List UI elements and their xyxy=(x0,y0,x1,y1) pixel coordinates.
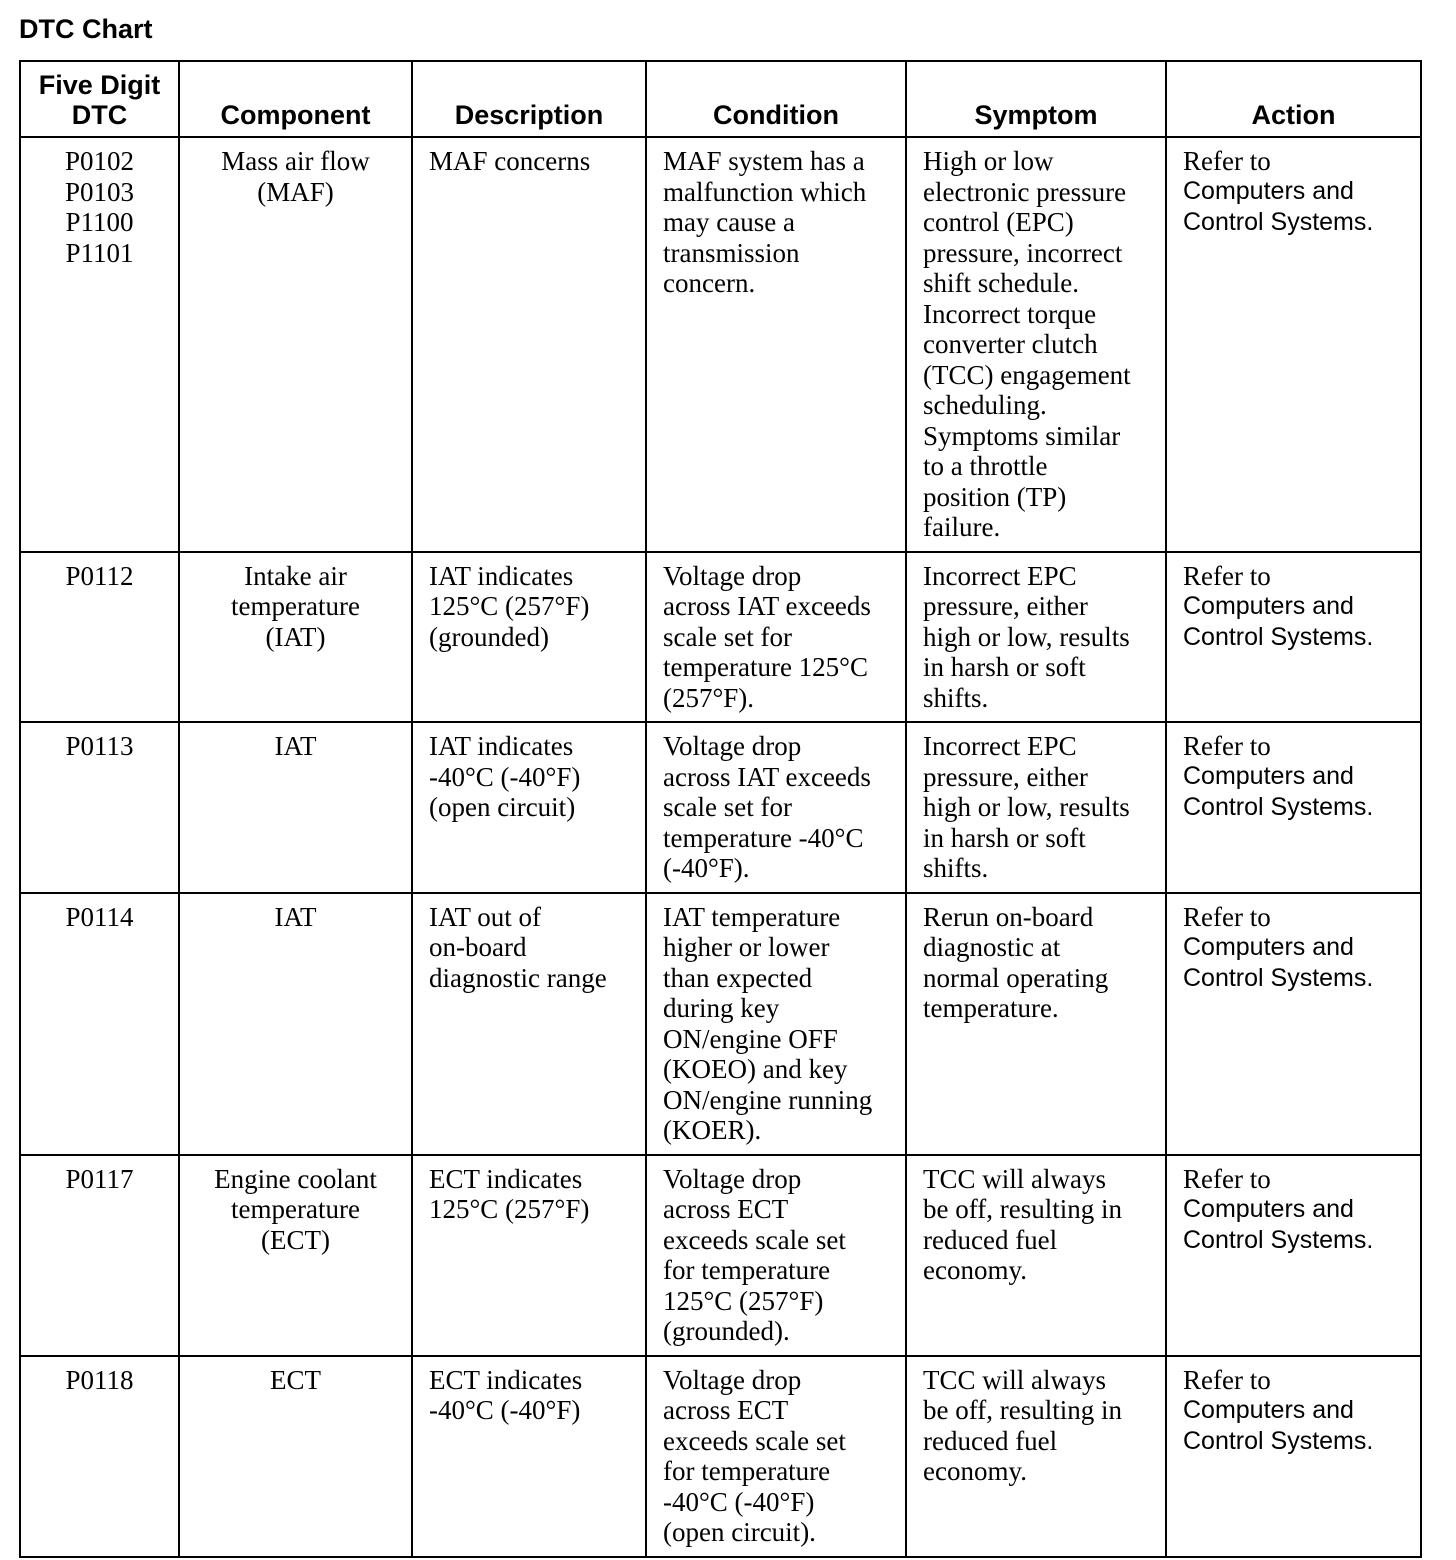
table-row xyxy=(20,137,1421,552)
condition-cell: Voltage drop across IAT exceeds scale set for temperature -40°C (-40°F). xyxy=(646,722,906,893)
action-refer-text: Refer to xyxy=(1183,1163,1271,1194)
action-refer-text: Refer to xyxy=(1183,146,1271,176)
dtc-code-cell: P0113 xyxy=(20,722,179,893)
action-refer-text: Refer to xyxy=(1183,1364,1271,1395)
component-cell: ECT xyxy=(179,1356,412,1557)
description-cell: IAT indicates 125°C (257°F) (grounded) xyxy=(412,552,646,723)
action-reference-link[interactable]: Computers and Control Systems. xyxy=(1183,1194,1374,1254)
dtc-code-cell: P0114 xyxy=(20,893,179,1155)
condition-cell: Voltage drop across ECT exceeds scale set for temperature -40°C (-40°F) (open circuit). xyxy=(646,1356,906,1557)
condition-cell: Voltage drop across IAT exceeds scale set for temperature 125°C (257°F). xyxy=(646,552,906,723)
action-reference-link[interactable]: Computers and Control Systems. xyxy=(1183,591,1374,651)
dtc-code-cell: P0112 xyxy=(20,552,179,723)
condition-cell: IAT temperature higher or lower than expected during key ON/engine OFF (KOEO) and key ON/engine running (KOER). xyxy=(646,893,906,1155)
condition-cell: Voltage drop across ECT exceeds scale set for temperature 125°C (257°F) (grounded). xyxy=(646,1155,906,1356)
header-description: Description xyxy=(412,61,646,137)
action-reference-link[interactable]: Computers and Control Systems. xyxy=(1183,1395,1374,1455)
page-title: DTC Chart xyxy=(19,14,153,44)
component-cell: Engine coolant temperature (ECT) xyxy=(179,1155,412,1356)
dtc-code-cell: P0102 P0103 P1100 P1101 xyxy=(20,137,179,552)
symptom-cell: TCC will always be off, resulting in reduced fuel economy. xyxy=(906,1356,1166,1557)
description-cell: MAF concerns xyxy=(412,137,646,552)
table-row xyxy=(20,1155,1421,1356)
header-condition: Condition xyxy=(646,61,906,137)
action-cell xyxy=(1166,722,1421,893)
description-cell: IAT out of on-board diagnostic range xyxy=(412,893,646,1155)
action-refer-text: Refer to xyxy=(1183,901,1271,932)
dtc-table xyxy=(19,60,1422,1558)
action-cell xyxy=(1166,552,1421,723)
component-cell: Mass air flow (MAF) xyxy=(179,137,412,552)
description-cell: IAT indicates -40°C (-40°F) (open circuit) xyxy=(412,722,646,893)
action-cell xyxy=(1166,893,1421,1155)
header-action: Action xyxy=(1166,61,1421,137)
component-cell: IAT xyxy=(179,722,412,893)
description-cell: ECT indicates 125°C (257°F) xyxy=(412,1155,646,1356)
action-reference-link[interactable]: Computers and Control Systems. xyxy=(1183,932,1374,992)
action-refer-text: Refer to xyxy=(1183,560,1271,591)
table-header-row xyxy=(20,61,1421,137)
header-component: Component xyxy=(179,61,412,137)
action-cell xyxy=(1166,1356,1421,1557)
action-cell xyxy=(1166,137,1421,552)
dtc-code-cell: P0117 xyxy=(20,1155,179,1356)
symptom-cell: Rerun on-board diagnostic at normal operating temperature. xyxy=(906,893,1166,1155)
component-cell: Intake air temperature (IAT) xyxy=(179,552,412,723)
component-cell: IAT xyxy=(179,893,412,1155)
symptom-cell: Incorrect EPC pressure, either high or low, results in harsh or soft shifts. xyxy=(906,722,1166,893)
description-cell: ECT indicates -40°C (-40°F) xyxy=(412,1356,646,1557)
symptom-cell: Incorrect EPC pressure, either high or low, results in harsh or soft shifts. xyxy=(906,552,1166,723)
table-row xyxy=(20,552,1421,723)
condition-cell: MAF system has a malfunction which may cause a transmission concern. xyxy=(646,137,906,552)
symptom-cell: High or low electronic pressure control (EPC) pressure, incorrect shift schedule. Incorrect torque converter clutch (TCC) engagement scheduling. Symptoms similar to a throttle position (TP) failure. xyxy=(906,137,1166,552)
action-refer-text: Refer to xyxy=(1183,731,1271,761)
header-five-digit-dtc: Five Digit DTC xyxy=(20,61,179,137)
table-row xyxy=(20,722,1421,893)
action-reference-link[interactable]: Computers and Control Systems. xyxy=(1183,177,1374,236)
action-cell xyxy=(1166,1155,1421,1356)
action-reference-link[interactable]: Computers and Control Systems. xyxy=(1183,762,1374,821)
table-row xyxy=(20,1356,1421,1557)
symptom-cell: TCC will always be off, resulting in reduced fuel economy. xyxy=(906,1155,1166,1356)
table-row xyxy=(20,893,1421,1155)
dtc-code-cell: P0118 xyxy=(20,1356,179,1557)
header-symptom: Symptom xyxy=(906,61,1166,137)
